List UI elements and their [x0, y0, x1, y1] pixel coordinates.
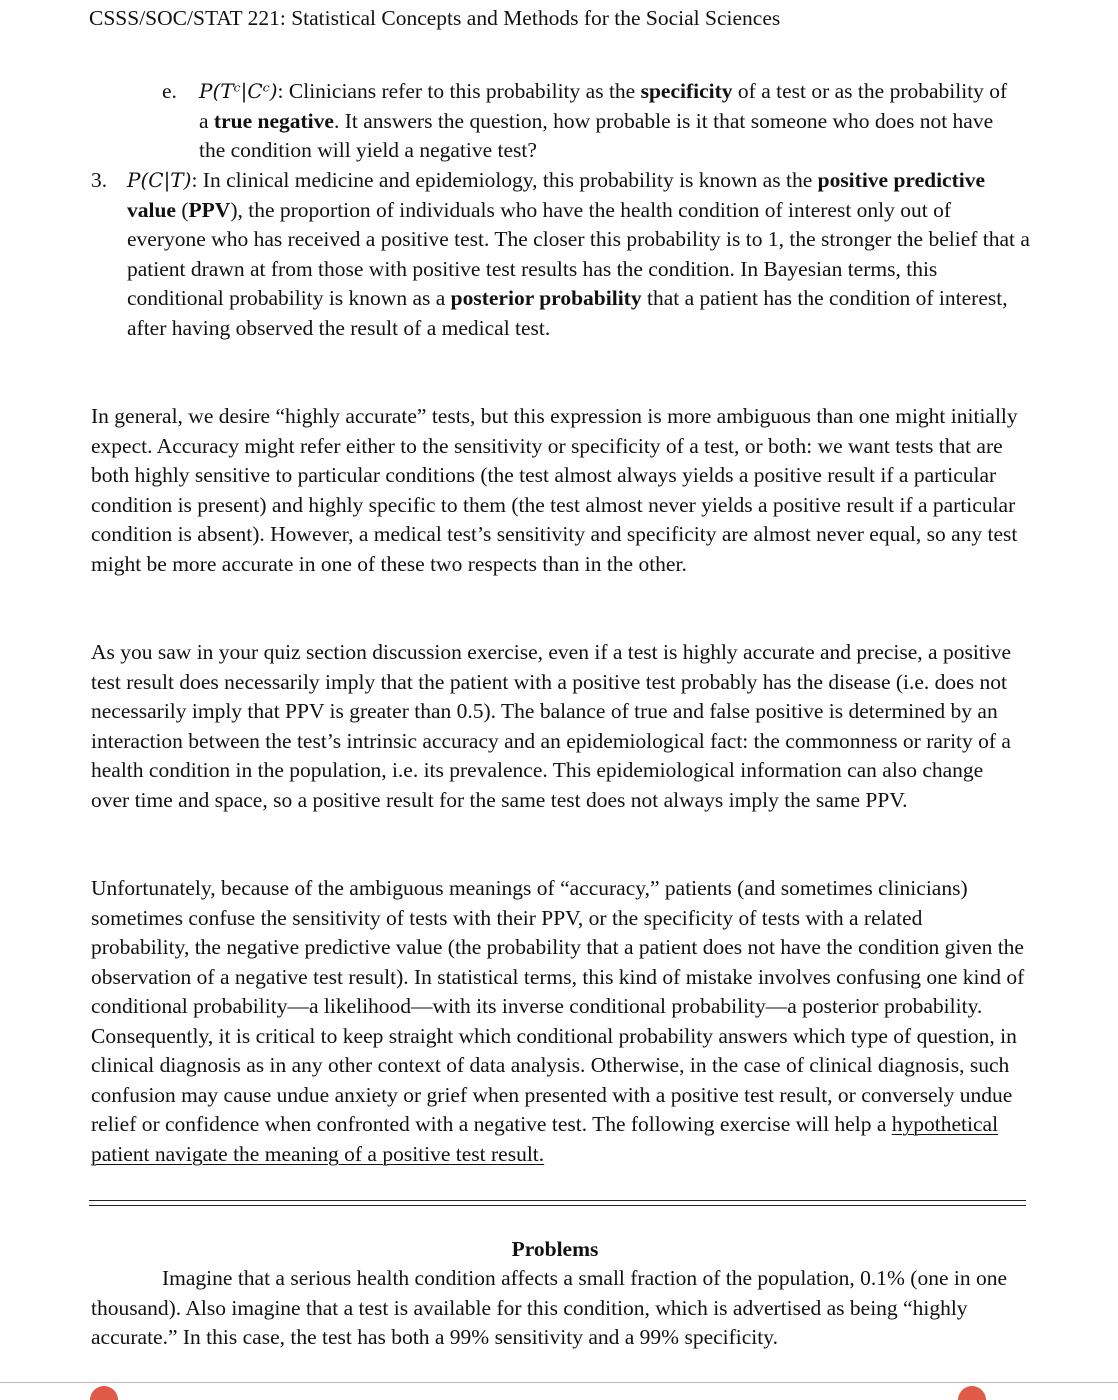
- page-bottom-edge: [0, 1382, 1118, 1383]
- list-marker: e.: [162, 79, 177, 103]
- paragraph-accuracy: In general, we desire “highly accurate” tests, but this expression is more ambiguous than one might initially expect. Accuracy might refer either to the sensitivity or specificity of a test, or both: we want tests that are both highly sensitive to particular conditions (the test almost always yields a positive result if a particular condition is present) and highly specific to them (the test almost never yields a positive result if a particular condition is absent). However, a medical test’s sensitivity and specificity are almost never equal, so any test might be more accurate in one of these two respects than in the other.: [91, 404, 1018, 576]
- text-run: of a test or as the probability of a: [199, 79, 1008, 133]
- bold-term: specificity: [640, 79, 733, 103]
- text-run: (: [175, 197, 189, 222]
- math-expression: P(Tᶜ|Cᶜ): [199, 79, 278, 103]
- section-divider: [89, 1200, 1026, 1206]
- bold-term: positive predictive value: [127, 168, 986, 222]
- list-item-3: [91, 166, 1031, 343]
- page-header: CSSS/SOC/STAT 221: Statistical Concepts and Methods for the Social Sciences: [89, 6, 781, 30]
- list-item-text: [199, 77, 1012, 166]
- paragraph-ambiguity: [91, 874, 1026, 1169]
- problems-heading: Problems: [511, 1237, 599, 1261]
- text-run: : In clinical medicine and epidemiology, this probability is known as the: [191, 168, 818, 192]
- page-corner-marker-right: [958, 1386, 986, 1400]
- math-expression: P(C|T): [127, 168, 192, 192]
- bold-term: PPV: [188, 197, 231, 222]
- bold-term: true negative: [213, 108, 334, 133]
- text-run: ), the proportion of individuals who have the health condition of interest only out of everyone who has received a positive test. The closer this probability is to 1, the stronger the belief that a patient drawn at from those with positive test results has the condition. In Bayesian terms, this conditional probability is known as a: [127, 197, 1030, 310]
- text-run: that a patient has the condition of interest, after having observed the result of a medical test.: [127, 286, 1008, 340]
- text-run-underlined: hypothetical patient navigate the meaning of a positive test result.: [91, 1112, 999, 1166]
- paragraph-quiz-section: As you saw in your quiz section discussion exercise, even if a test is highly accurate and precise, a positive test result does necessarily imply that the patient with a positive test probably has the disease (i.e. does not necessarily imply that PPV is greater than 0.5). The balance of true and false positive is determined by an interaction between the test’s intrinsic accuracy and an epidemiological fact: the commonness or rarity of a health condition in the population, i.e. its prevalence. This epidemiological information can also change over time and space, so a positive result for the same test does not always imply the same PPV.: [91, 640, 1012, 812]
- list-marker: 3.: [91, 168, 108, 192]
- text-run: Unfortunately, because of the ambiguous meanings of “accuracy,” patients (and sometimes clinicians) sometimes confuse the sensitivity of tests with their PPV, or the specificity of tests with a related probability, the negative predictive value (the probability that a patient does not have the condition given the observation of a negative test result). In statistical terms, this kind of mistake involves confusing one kind of conditional probability—a likelihood—with its inverse conditional probability—a posterior probability. Consequently, it is critical to keep straight which conditional probability answers which type of question, in clinical diagnosis as in any other context of data analysis. Otherwise, in the case of clinical diagnosis, such confusion may cause undue anxiety or grief when presented with a positive test result, or conversely undue relief or confidence when confronted with a negative test. The following exercise will help a: [91, 876, 1025, 1136]
- page-corner-marker-left: [90, 1386, 118, 1400]
- text-run: : Clinicians refer to this probability as the: [277, 79, 641, 103]
- list-item-e: [162, 77, 1012, 166]
- list-item-text: [127, 166, 1031, 343]
- text-run: . It answers the question, how probable is it that someone who does not have the condition will yield a negative test?: [199, 108, 994, 162]
- problems-paragraph: Imagine that a serious health condition affects a small fraction of the population, 0.1% (one in one thousand). Also imagine that a test is available for this condition, which is advertised as being “highly accurate.” In this case, the test has both a 99% sensitivity and a 99% specificity.: [91, 1266, 1008, 1349]
- bold-term: posterior probability: [450, 286, 642, 310]
